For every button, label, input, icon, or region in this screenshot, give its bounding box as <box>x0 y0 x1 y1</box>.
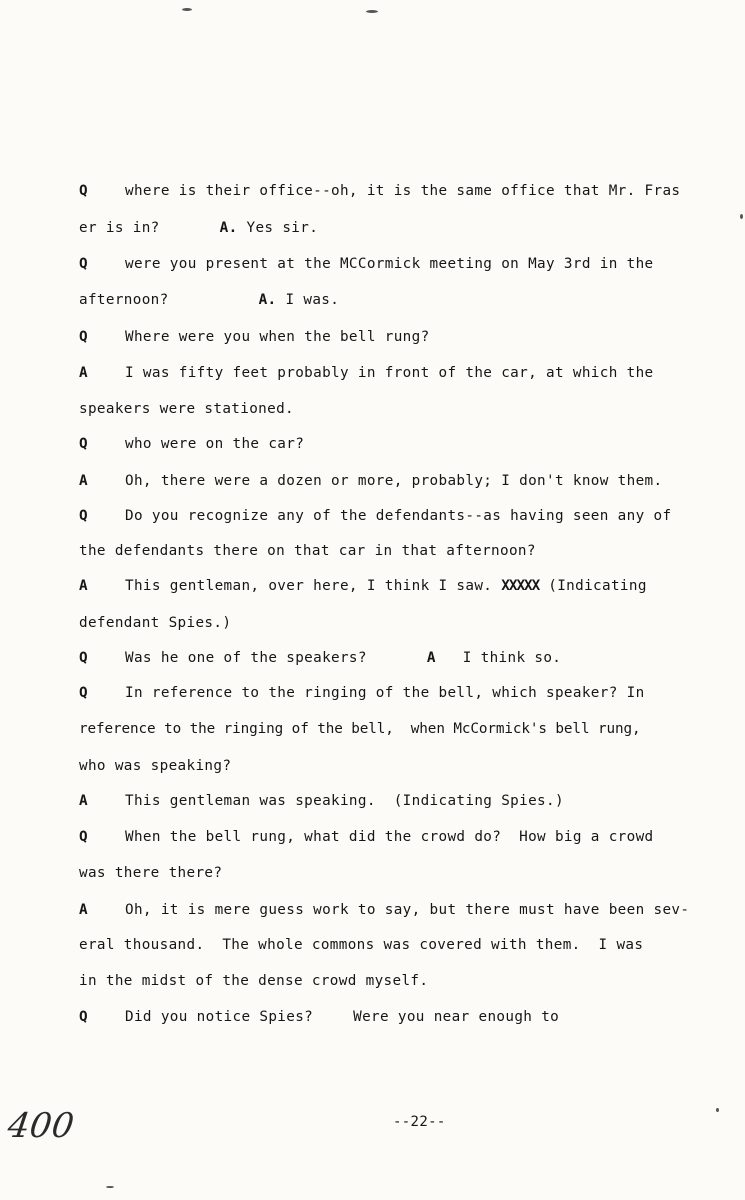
answer-tag: A. <box>219 220 238 236</box>
answer-text: Yes sir. <box>246 220 319 236</box>
line-marker: A <box>79 365 88 381</box>
transcript-line <box>79 402 294 416</box>
transcript-line <box>79 437 304 451</box>
transcript-line <box>79 1010 559 1024</box>
transcript-line <box>79 686 645 700</box>
paper-speck <box>716 1108 719 1112</box>
transcript-line <box>79 830 654 844</box>
transcript-line <box>79 184 680 198</box>
transcript-line <box>79 974 428 988</box>
line-text: who was speaking? <box>79 758 232 774</box>
line-marker: Q <box>79 256 88 272</box>
handwritten-folio: 400 <box>5 1106 77 1146</box>
line-text: Was he one of the speakers? <box>125 650 367 666</box>
line-marker: Q <box>79 685 88 701</box>
paper-speck <box>106 1186 114 1188</box>
line-marker: Q <box>79 329 88 345</box>
line-text: This gentleman, over here, I think I saw. <box>125 578 493 594</box>
answer-text: Were you near enough to <box>353 1009 560 1025</box>
line-text: When the bell rung, what did the crowd do? How big a crowd <box>125 829 654 845</box>
line-text: who were on the car? <box>125 436 305 452</box>
line-text-after: (Indicating <box>548 578 647 594</box>
struck-text: XXXXX <box>501 578 540 594</box>
line-text: I was fifty feet probably in front of the car, at which the <box>125 365 654 381</box>
line-text: where is their office--oh, it is the same office that Mr. Fras <box>125 183 681 199</box>
transcript-line <box>79 293 339 307</box>
line-text: This gentleman was speaking. (Indicating Spies.) <box>125 793 564 809</box>
line-text: afternoon? <box>79 292 169 308</box>
transcript-line <box>79 903 689 917</box>
page-number: --22-- <box>393 1114 446 1130</box>
transcript-line <box>79 616 231 630</box>
transcript-line <box>79 544 536 558</box>
line-marker: Q <box>79 650 88 666</box>
transcript-line <box>79 221 318 235</box>
line-marker: Q <box>79 829 88 845</box>
line-text: er is in? <box>79 220 160 236</box>
line-marker: A <box>79 578 88 594</box>
transcript-line <box>79 474 662 488</box>
line-text: in the midst of the dense crowd myself. <box>79 973 429 989</box>
transcript-line <box>79 866 222 880</box>
paper-speck <box>740 214 743 219</box>
answer-text: I think so. <box>462 650 562 666</box>
line-marker: A <box>79 902 88 918</box>
transcript-line <box>79 722 641 736</box>
line-text: the defendants there on that car in that afternoon? <box>79 543 536 559</box>
line-text: were you present at the MCCormick meeting on May 3rd in the <box>125 256 654 272</box>
transcript-line <box>79 579 647 593</box>
line-marker: A <box>79 473 88 489</box>
answer-text: I was. <box>285 292 340 308</box>
line-marker: Q <box>79 183 88 199</box>
answer-tag: A. <box>258 292 277 308</box>
transcript-line <box>79 330 430 344</box>
line-text: eral thousand. The whole commons was covered with them. I was <box>79 937 644 953</box>
transcript-line <box>79 651 561 665</box>
line-text: reference to the ringing of the bell, when McCormick's bell rung, <box>79 721 641 737</box>
transcript-line <box>79 366 654 380</box>
transcript-line <box>79 257 654 271</box>
transcript-line <box>79 794 564 808</box>
line-text: Do you recognize any of the defendants--as having seen any of <box>125 508 672 524</box>
line-marker: Q <box>79 1009 88 1025</box>
line-text: was there there? <box>79 865 223 881</box>
line-text: defendant Spies.) <box>79 615 232 631</box>
transcript-line <box>79 759 231 773</box>
line-text: speakers were stationed. <box>79 401 294 417</box>
line-text: Did you notice Spies? <box>125 1009 314 1025</box>
line-marker: Q <box>79 436 88 452</box>
line-text: Where were you when the bell rung? <box>125 329 430 345</box>
transcript-line <box>79 938 643 952</box>
line-text: In reference to the ringing of the bell, which speaker? In <box>125 685 645 701</box>
answer-tag: A <box>426 650 436 666</box>
line-text: Oh, there were a dozen or more, probably; I don't know them. <box>125 473 663 489</box>
paper-speck <box>366 10 378 13</box>
line-marker: Q <box>79 508 88 524</box>
paper-speck <box>182 8 192 11</box>
line-marker: A <box>79 793 88 809</box>
transcript-line <box>79 509 671 523</box>
line-text: Oh, it is mere guess work to say, but there must have been sev- <box>125 902 690 918</box>
